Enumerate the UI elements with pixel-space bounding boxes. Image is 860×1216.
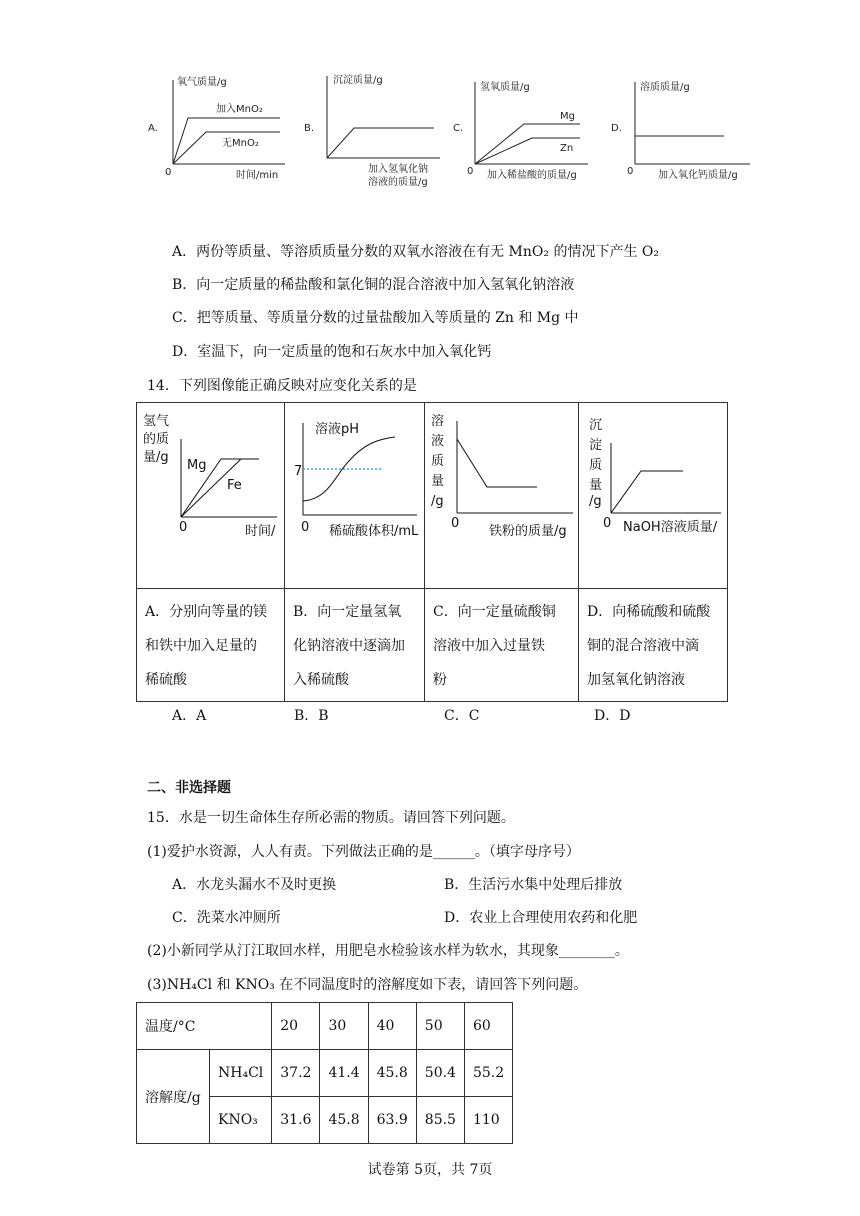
- fig-a-origin: 0: [165, 167, 172, 178]
- q14-graph-b-cell: [285, 403, 425, 589]
- q15-1-option-b: B．生活污水集中处理后排放: [444, 877, 623, 893]
- q15-part-1: (1)爱护水资源，人人有责。下列做法正确的是______。（填字母序号）: [147, 844, 580, 860]
- caption-b-line-1: B．向一定量氢氧: [293, 604, 402, 620]
- kno3-40: 63.9: [368, 1097, 416, 1144]
- page-footer: 试卷第 5页，共 7页: [367, 1162, 493, 1178]
- graph-c-ylabel-2: 液: [431, 434, 445, 449]
- kno3-50: 85.5: [416, 1097, 464, 1144]
- temp-label: 温度/°C: [137, 1003, 272, 1050]
- caption-c-line-2: 溶液中加入过量铁: [433, 638, 545, 654]
- q14-choice-a: A．A: [172, 708, 207, 724]
- caption-b-line-2: 化钠溶液中逐滴加: [293, 638, 405, 654]
- q13-option-b: B．向一定质量的稀盐酸和氯化铜的混合溶液中加入氢氧化钠溶液: [172, 277, 575, 293]
- graph-c-origin: 0: [451, 516, 460, 531]
- q13-figure-b: [304, 73, 440, 188]
- fig-c-series-zn: Zn: [560, 143, 574, 154]
- fig-d-xlabel: 加入氧化钙质量/g: [658, 170, 738, 181]
- q14-choice-b: B．B: [294, 708, 329, 724]
- graph-b-ylabel: 溶液pH: [315, 422, 360, 437]
- graph-a-series-mg: Mg: [187, 458, 207, 473]
- fig-a-xlabel: 时间/min: [236, 170, 279, 181]
- caption-d-line-2: 铜的混合溶液中滴: [587, 638, 699, 654]
- graph-a-xlabel: 时间/: [245, 524, 276, 539]
- fig-b-xlabel-1: 加入氢氧化钠: [368, 164, 428, 175]
- kno3-20: 31.6: [272, 1097, 320, 1144]
- q14-graph-b: [285, 403, 424, 584]
- q14-table: [136, 402, 728, 702]
- graph-d-xlabel: NaOH溶液质量/: [623, 520, 718, 535]
- q13-figure-c: [453, 80, 588, 181]
- q14-graph-a-cell: [137, 403, 285, 589]
- q14-graph-a: [137, 403, 284, 584]
- kno3-30: 45.8: [320, 1097, 368, 1144]
- fig-d-origin: 0: [627, 166, 634, 177]
- fig-d-ylabel: 溶质质量/g: [640, 82, 690, 93]
- temp-40: 40: [368, 1003, 416, 1050]
- graph-c-ylabel-3: 质: [431, 454, 445, 469]
- q14-choice-d: D．D: [594, 708, 631, 724]
- q13-figures: [140, 68, 760, 192]
- caption-c-line-3: 粉: [433, 672, 447, 688]
- graph-d-origin: 0: [603, 516, 612, 531]
- fig-a-ylabel: 氧气质量/g: [177, 77, 227, 88]
- fig-c-xlabel: 加入稀盐酸的质量/g: [487, 170, 577, 181]
- row-nh4cl-name: NH₄Cl: [210, 1050, 272, 1097]
- graph-a-origin: 0: [179, 520, 188, 535]
- caption-a-line-3: 稀硫酸: [145, 672, 187, 688]
- graph-a-series-fe: Fe: [227, 478, 242, 493]
- nh4cl-40: 45.8: [368, 1050, 416, 1097]
- fig-c-series-mg: Mg: [560, 111, 575, 122]
- fig-a-series-2: 无MnO₂: [222, 138, 259, 149]
- q13-option-a: A．两份等质量、等溶质质量分数的双氧水溶液在有无 MnO₂ 的情况下产生 O₂: [172, 244, 659, 260]
- graph-c-ylabel-1: 溶: [431, 414, 445, 429]
- q15-part-2: (2)小新同学从汀江取回水样，用肥皂水检验该水样为软水，其现象________。: [147, 943, 629, 959]
- temp-20: 20: [272, 1003, 320, 1050]
- fig-a-series-1: 加入MnO₂: [216, 104, 263, 115]
- q14-caption-d: [579, 589, 728, 702]
- q14-choice-c: C．C: [444, 708, 480, 724]
- temp-60: 60: [464, 1003, 512, 1050]
- graph-c-ylabel-4: 量: [431, 474, 445, 489]
- q14-caption-c: [425, 589, 579, 702]
- caption-b-line-3: 入稀硫酸: [293, 672, 349, 688]
- fig-b-xlabel-2: 溶液的质量/g: [368, 177, 428, 188]
- caption-c-line-1: C．向一定量硫酸铜: [433, 604, 556, 620]
- graph-b-xlabel: 稀硫酸体积/mL: [329, 524, 419, 539]
- graph-d-ylabel-4: 量: [589, 478, 603, 493]
- q14-graph-d-cell: [579, 403, 728, 589]
- fig-b-letter: B.: [304, 123, 315, 134]
- graph-a-ylabel-3: 量/g: [143, 450, 169, 465]
- caption-d-line-1: D．向稀硫酸和硫酸: [587, 604, 711, 620]
- caption-d-line-3: 加氢氧化钠溶液: [587, 672, 685, 688]
- q15-1-option-a: A．水龙头漏水不及时更换: [172, 877, 337, 893]
- q14-caption-b: [285, 589, 425, 702]
- graph-d-ylabel-2: 淀: [589, 438, 603, 453]
- fig-c-letter: C.: [453, 123, 464, 134]
- temp-30: 30: [320, 1003, 368, 1050]
- graph-d-ylabel-1: 沉: [589, 418, 603, 433]
- kno3-60: 110: [464, 1097, 512, 1144]
- q15-1-option-d: D．农业上合理使用农药和化肥: [444, 910, 638, 926]
- q15-1-option-c: C．洗菜水冲厕所: [172, 910, 281, 926]
- graph-a-ylabel-1: 氢气: [143, 414, 170, 429]
- fig-d-letter: D.: [611, 123, 622, 134]
- q13-figure-d: [611, 80, 750, 181]
- q14-stem: 14．下列图像能正确反映对应变化关系的是: [147, 378, 417, 394]
- q14-graph-c-cell: [425, 403, 579, 589]
- nh4cl-60: 55.2: [464, 1050, 512, 1097]
- nh4cl-30: 41.4: [320, 1050, 368, 1097]
- caption-a-line-1: A．分别向等量的镁: [145, 604, 268, 620]
- caption-a-line-2: 和铁中加入足量的: [145, 638, 257, 654]
- q14-graph-c: [425, 403, 578, 584]
- graph-c-ylabel-5: /g: [431, 494, 444, 509]
- q14-graph-d: [579, 403, 727, 584]
- row-kno3-name: KNO₃: [210, 1097, 272, 1144]
- q13-option-d: D．室温下，向一定质量的饱和石灰水中加入氧化钙: [172, 344, 492, 360]
- solubility-table: [136, 1002, 513, 1144]
- nh4cl-20: 37.2: [272, 1050, 320, 1097]
- fig-c-ylabel: 氢氧质量/g: [480, 82, 530, 93]
- solubility-label: 溶解度/g: [137, 1050, 210, 1144]
- fig-b-ylabel: 沉淀质量/g: [333, 75, 383, 86]
- nh4cl-50: 50.4: [416, 1050, 464, 1097]
- q13-option-c: C．把等质量、等质量分数的过量盐酸加入等质量的 Zn 和 Mg 中: [172, 310, 579, 326]
- graph-b-mark-7: 7: [294, 464, 303, 479]
- graph-d-ylabel-5: /g: [589, 494, 602, 509]
- q15-part-3: (3)NH₄Cl 和 KNO₃ 在不同温度时的溶解度如下表，请回答下列问题。: [147, 977, 588, 993]
- graph-d-ylabel-3: 质: [589, 458, 603, 473]
- q14-caption-a: [137, 589, 285, 702]
- graph-c-xlabel: 铁粉的质量/g: [489, 524, 567, 539]
- temp-50: 50: [416, 1003, 464, 1050]
- q13-figure-a: [148, 75, 285, 181]
- section-heading: 二、非选择题: [147, 780, 231, 796]
- graph-a-ylabel-2: 的质: [143, 432, 170, 447]
- q15-stem: 15．水是一切生命体生存所必需的物质。请回答下列问题。: [147, 810, 515, 826]
- graph-b-origin: 0: [301, 520, 310, 535]
- fig-a-letter: A.: [148, 123, 158, 134]
- fig-c-origin: 0: [467, 166, 474, 177]
